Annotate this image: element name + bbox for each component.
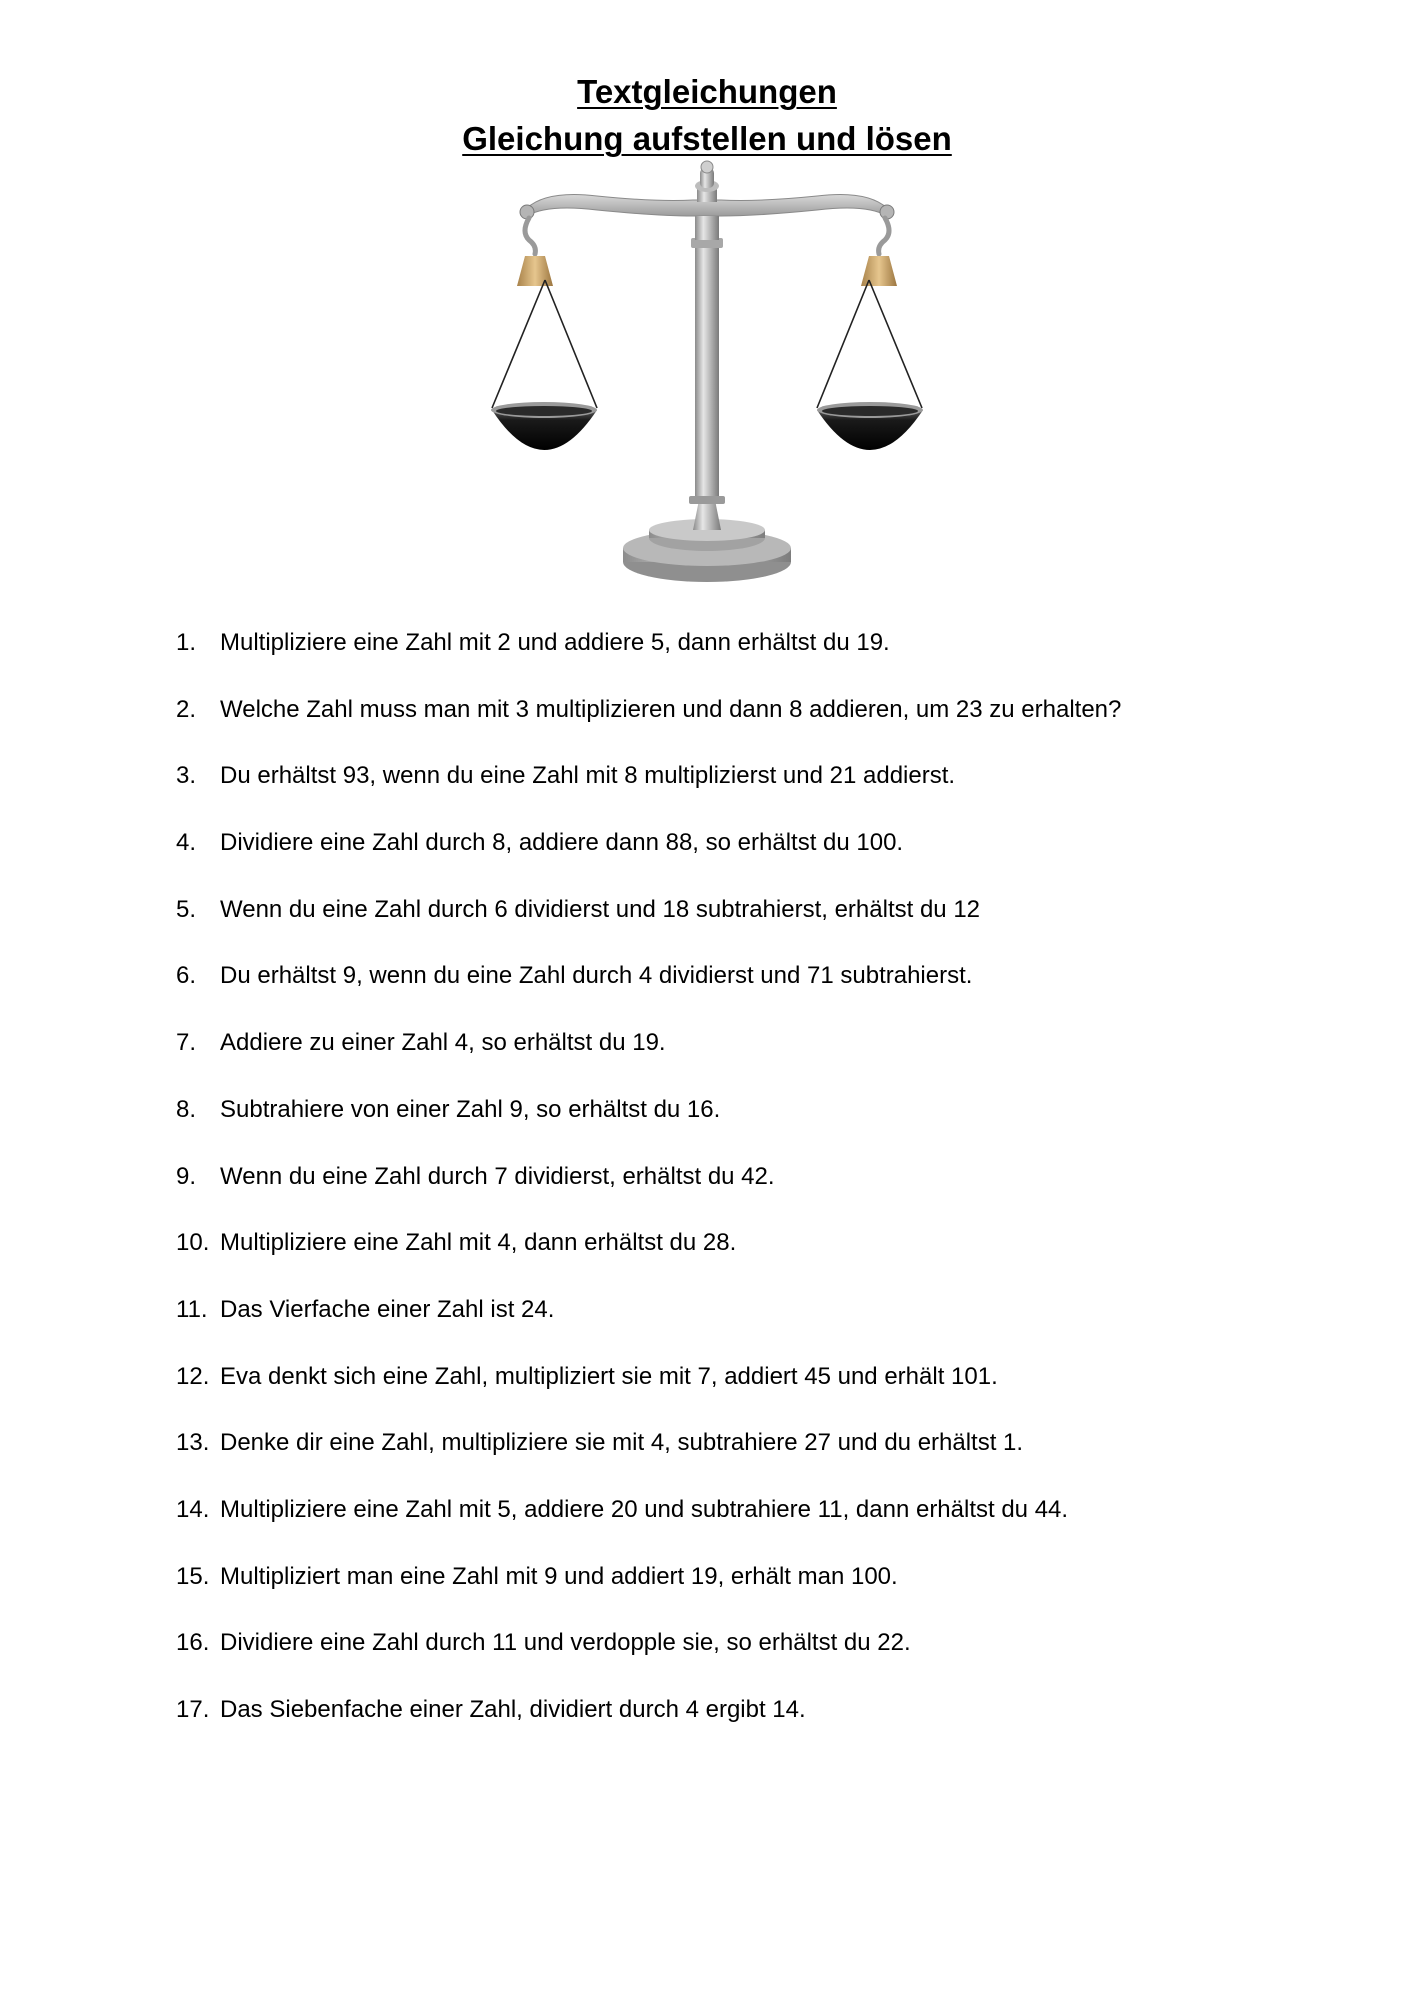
task-text: Multipliziert man eine Zahl mit 9 und addiert 19, erhält man 100. [220, 1562, 898, 1590]
task-item [176, 895, 1316, 962]
task-number: 16. [176, 1629, 210, 1657]
task-number: 17. [176, 1696, 210, 1723]
task-text: Multipliziere eine Zahl mit 5, addiere 20 und subtrahiere 11, dann erhältst du 44. [220, 1495, 1069, 1523]
task-text: Welche Zahl muss man mit 3 multiplizieren und dann 8 addieren, um 23 zu erhalten? [220, 695, 1122, 723]
balance-scale-icon [487, 160, 927, 590]
task-item [176, 1428, 1316, 1495]
task-item [176, 1162, 1316, 1229]
task-text: Das Siebenfache einer Zahl, dividiert durch 4 ergibt 14. [220, 1696, 806, 1723]
task-item [176, 1628, 1316, 1695]
task-item [176, 1095, 1316, 1162]
task-text: Subtrahiere von einer Zahl 9, so erhältst du 16. [220, 1095, 721, 1123]
task-text: Dividiere eine Zahl durch 11 und verdopple sie, so erhältst du 22. [220, 1629, 911, 1657]
left-pan [491, 402, 597, 450]
task-item [176, 1695, 1316, 1762]
task-list [176, 628, 1316, 1762]
task-item [176, 828, 1316, 895]
task-text: Dividiere eine Zahl durch 8, addiere dann 88, so erhältst du 100. [220, 829, 904, 857]
title-block [0, 68, 1414, 162]
task-number: 8. [176, 1095, 197, 1123]
task-number: 6. [176, 962, 197, 990]
task-item [176, 1028, 1316, 1095]
task-number: 11. [176, 1295, 208, 1323]
task-number: 15. [176, 1562, 210, 1590]
task-item [176, 695, 1316, 762]
task-text: Multipliziere eine Zahl mit 2 und addiere 5, dann erhältst du 19. [220, 629, 890, 656]
task-item [176, 1362, 1316, 1429]
task-item [176, 761, 1316, 828]
task-text: Wenn du eine Zahl durch 7 dividierst, erhältst du 42. [220, 1162, 775, 1190]
task-number: 12. [176, 1362, 210, 1390]
task-number: 1. [176, 629, 197, 656]
page-subtitle: Gleichung aufstellen und lösen [462, 120, 952, 157]
task-item [176, 1295, 1316, 1362]
scale-pole [689, 238, 725, 504]
task-item [176, 628, 1316, 695]
task-text: Eva denkt sich eine Zahl, multipliziert sie mit 7, addiert 45 und erhält 101. [220, 1362, 998, 1390]
task-item [176, 1228, 1316, 1295]
task-item [176, 961, 1316, 1028]
task-text: Multipliziere eine Zahl mit 4, dann erhältst du 28. [220, 1229, 737, 1257]
task-number: 9. [176, 1162, 197, 1190]
task-item [176, 1562, 1316, 1629]
task-text: Das Vierfache einer Zahl ist 24. [220, 1295, 555, 1323]
task-number: 5. [176, 895, 197, 923]
task-number: 10. [176, 1229, 210, 1257]
right-pan [817, 402, 923, 450]
scale-base [623, 500, 791, 582]
right-hanger [817, 218, 922, 408]
task-number: 2. [176, 695, 197, 723]
left-hanger [492, 218, 597, 408]
task-text: Du erhältst 9, wenn du eine Zahl durch 4 dividierst und 71 subtrahierst. [220, 962, 973, 990]
task-number: 14. [176, 1495, 210, 1523]
task-number: 7. [176, 1029, 197, 1057]
scale-beam [520, 161, 894, 240]
task-item [176, 1495, 1316, 1562]
task-text: Wenn du eine Zahl durch 6 dividierst und 18 subtrahierst, erhältst du 12 [220, 895, 981, 923]
task-number: 13. [176, 1429, 210, 1457]
task-number: 4. [176, 829, 197, 857]
task-text: Denke dir eine Zahl, multipliziere sie mit 4, subtrahiere 27 und du erhältst 1. [220, 1429, 1024, 1457]
page-title: Textgleichungen [577, 73, 837, 110]
task-number: 3. [176, 762, 197, 790]
task-text: Addiere zu einer Zahl 4, so erhältst du 19. [220, 1029, 666, 1057]
task-text: Du erhältst 93, wenn du eine Zahl mit 8 multiplizierst und 21 addierst. [220, 762, 956, 790]
